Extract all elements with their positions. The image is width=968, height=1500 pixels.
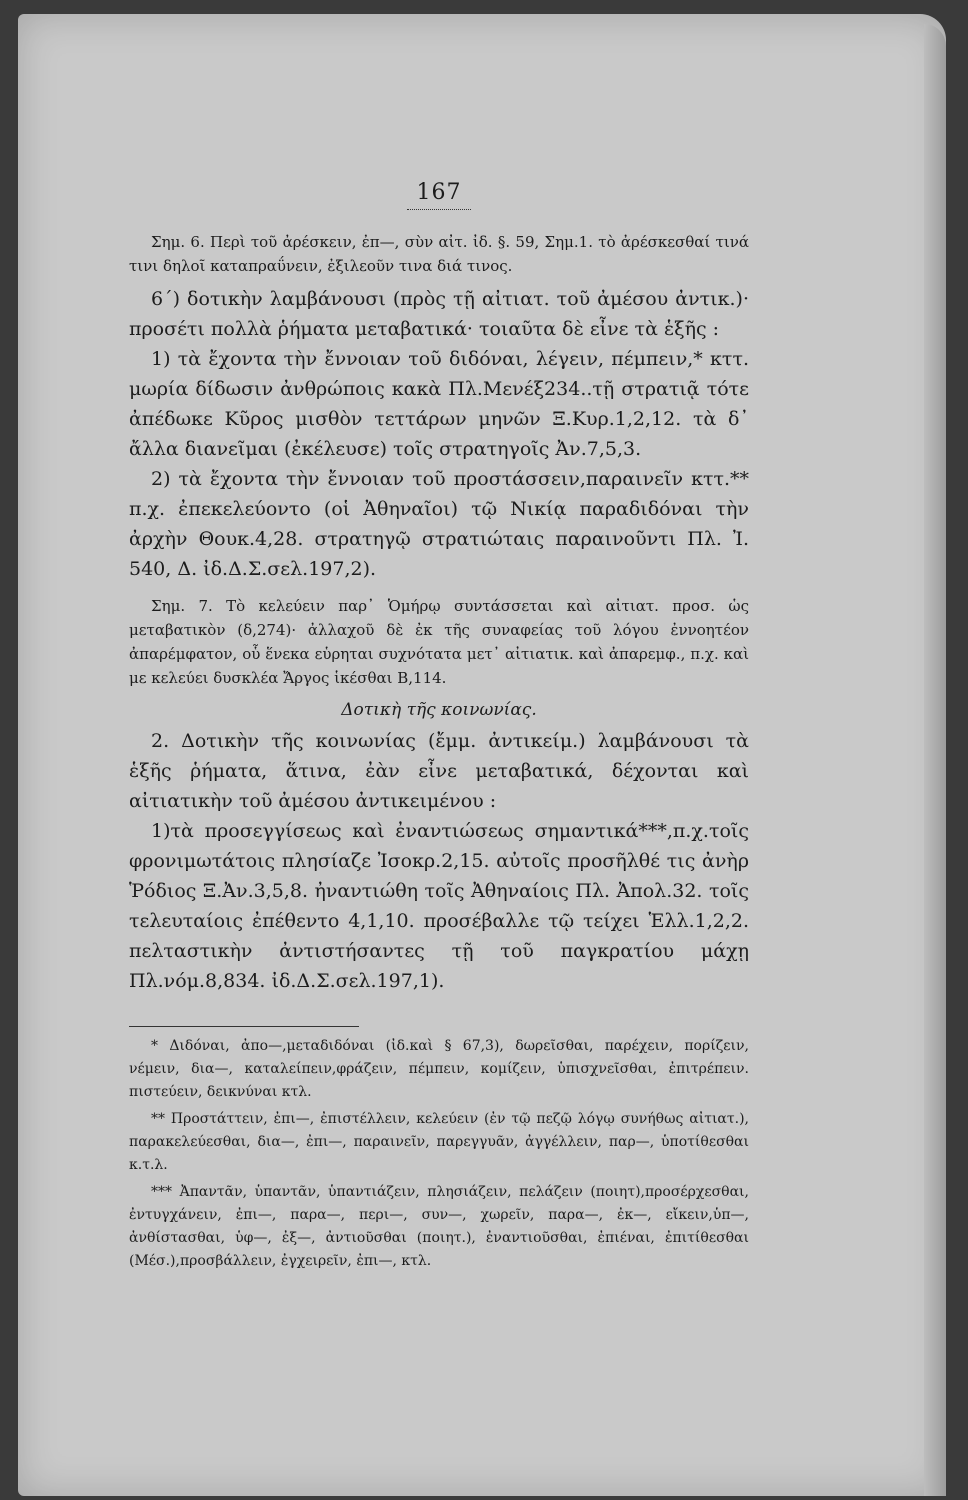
page-number: 167 (416, 180, 462, 205)
book-page (18, 14, 946, 1496)
item-2-commanding-verbs: 2) τὰ ἔχοντα τὴν ἔννοιαν τοῦ προστάσσειν,παραινεῖν κττ.** π.χ. ἐπεκελεύοντο (οἱ Ἀθηναῖοι) τῷ Νικίᾳ παραδιδόναι τὴν ἀρχὴν Θουκ.4,28. στρατηγῷ στρατιώταις παραινοῦντι Πλ. Ἰ. 540, Δ. ἰδ.Δ.Σ.σελ.197,2). (129, 468, 749, 580)
spacer (129, 584, 749, 594)
footnote-2: ** Προστάττειν, ἐπι—, ἐπιστέλλειν, κελεύειν (ἐν τῷ πεζῷ λόγῳ συνήθως αἰτιατ.), παρακελεύεσθαι, δια—, ἐπι—, παραινεῖν, παρεγγυᾶν, ἀγγέλλειν, παρ—, ὑποτίθεσθαι κ.τ.λ. (129, 1111, 749, 1173)
item-1-approach-verbs: 1)τὰ προσεγγίσεως καὶ ἐναντιώσεως σημαντικά***,π.χ.τοῖς φρονιμωτάτοις πλησίαζε Ἰσοκρ.2,15. αὐτοῖς προσῆλθέ τις ἀνὴρ Ῥόδιος Ξ.Ἀν.3,5,8. ἠναντιώθη τοῖς Ἀθηναίοις Πλ. Ἀπολ.32. τοῖς τελευταίοις ἐπέθεντο 4,1,10. προσέβαλλε τῷ τείχει Ἑλλ.1,2,2. πελταστικὴν ἀντιστήσαντες τῇ τοῦ παγκρατίου μάχῃ Πλ.νόμ.8,834. ἰδ.Δ.Σ.σελ.197,1). (129, 820, 749, 992)
footnote-3: *** Ἀπαντᾶν, ὑπαντᾶν, ὑπαντιάζειν, πλησιάζειν, πελάζειν (ποιητ),προσέρχεσθαι, ἐντυγχάνειν, ἐπι—, παρα—, περι—, συν—, χωρεῖν, παρα—, ἐκ—, εἴκειν,ὑπ—, ἀνθίστασθαι, ὑφ—, ἐξ—, ἀντιοῦσθαι (ποιητ.), ἐναντιοῦσθαι, ἐπιέναι, ἐπιτίθεσθαι (Μέσ.),προσβάλλειν, ἐγχειρεῖν, ἐπι—, κτλ. (129, 1184, 749, 1269)
item-1-giving-verbs: 1) τὰ ἔχοντα τὴν ἔννοιαν τοῦ διδόναι, λέγειν, πέμπειν,* κττ. μωρία δίδωσιν ἀνθρώποις κακὰ Πλ.Μενέξ234..τῇ στρατιᾷ τότε ἀπέδωκε Κῦρος μισθὸν τεττάρων μηνῶν Ξ.Κυρ.1,2,12. τὰ δ᾽ ἄλλα διανεῖμαι (ἐκέλευσε) τοῖς στρατηγοῖς Ἀν.7,5,3. (129, 348, 749, 460)
footnote-rule (129, 1026, 359, 1027)
note-7: Σημ. 7. Τὸ κελεύειν παρ᾽ Ὁμήρῳ συντάσσεται καὶ αἰτιατ. προσ. ὡς μεταβατικὸν (δ,274)· ἀλλαχοῦ δὲ ἐκ τῆς συναφείας τοῦ λόγου ἐννοητέον ἀπαρέμφατον, οὗ ἕνεκα εὑρηται συχνότατα μετ᾽ αἰτιατικ. καὶ ἀπαρεμφ., π.χ. καὶ με κελεύει δυσκλέα Ἄργος ἱκέσθαι Β,114. (129, 597, 749, 687)
page-content (129, 180, 749, 1277)
section-heading: Δοτικὴ τῆς κοινωνίας. (341, 700, 537, 720)
section-b-intro: 6΄) δοτικὴν λαμβάνουσι (πρὸς τῇ αἰτιατ. τοῦ ἀμέσου ἀντικ.)· προσέτι πολλὰ ῥήματα μεταβατικά· τοιαῦτα δὲ εἶνε τὰ ἑξῆς : (129, 288, 749, 340)
section-2-intro: 2. Δοτικὴν τῆς κοινωνίας (ἔμμ. ἀντικείμ.) λαμβάνουσι τὰ ἑξῆς ῥήματα, ἅτινα, ἐὰν εἶνε μεταβατικά, δέχονται καὶ αἰτιατικὴν τοῦ ἀμέσου ἀντικειμένου : (129, 730, 749, 812)
footnote-1: * Διδόναι, ἀπο—,μεταδιδόναι (ἰδ.καὶ § 67,3), δωρεῖσθαι, παρέχειν, πορίζειν, νέμειν, δια—, καταλείπειν,φράζειν, πέμπειν, κομίζειν, ὑπισχνεῖσθαι, ἐπιτρέπειν. πιστεύειν, δεικνύναι κτλ. (129, 1038, 749, 1100)
note-6: Σημ. 6. Περὶ τοῦ ἀρέσκειν, ἐπ—, σὺν αἰτ. ἰδ. §. 59, Σημ.1. τὸ ἀρέσκεσθαί τινά τινι δηλοῖ καταπραΰνειν, ἐξιλεοῦν τινα διά τινος. (129, 233, 749, 275)
page-number-rule (407, 209, 471, 210)
